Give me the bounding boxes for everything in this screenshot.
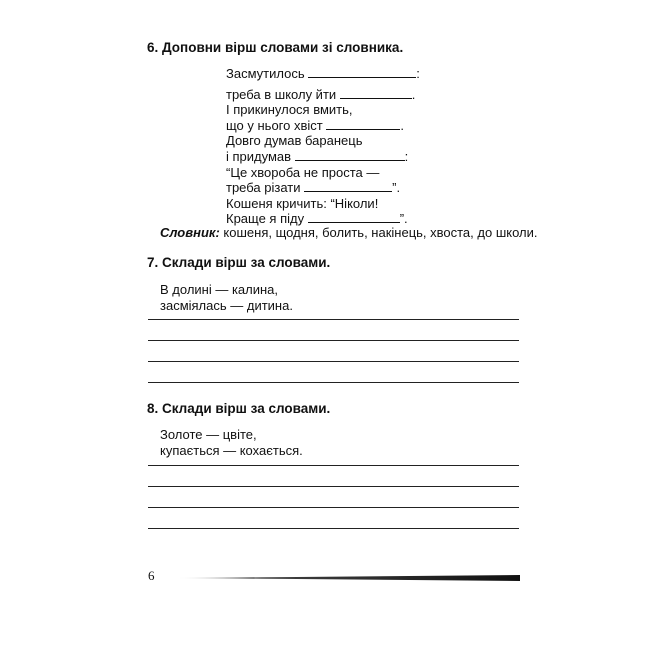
poem-text: Засмутилось — [226, 66, 309, 81]
answer-blank[interactable] — [308, 211, 400, 223]
task-7-heading: 7. Склади вірш за словами. — [147, 255, 331, 270]
dictionary-label: Словник: — [160, 225, 220, 240]
poem-punct: : — [416, 66, 420, 81]
writing-line[interactable] — [148, 319, 519, 320]
poem-text: треба в школу йти — [226, 86, 340, 102]
writing-line[interactable] — [148, 528, 519, 529]
task-6-heading: 6. Доповни вірш словами зі словника. — [147, 40, 404, 55]
task-6-poem — [226, 66, 420, 227]
poem-text: Довго думав баранець — [226, 133, 363, 149]
writing-line[interactable] — [148, 486, 519, 487]
poem-text: Краще я піду — [226, 211, 308, 227]
answer-blank[interactable] — [304, 180, 392, 192]
poem-text: треба різати — [226, 180, 305, 196]
task-8-given-words — [160, 427, 303, 459]
poem-punct: ”. — [392, 180, 401, 196]
given-line: купається — кохається. — [160, 443, 303, 458]
poem-text: Кошеня кричить: “Ніколи! — [226, 195, 379, 211]
dictionary-words: кошеня, щодня, болить, накінець, хвоста, до школи. — [219, 225, 538, 240]
poem-text: І прикинулося вмить, — [226, 102, 353, 118]
poem-text: “Це хвороба не проста — — [226, 164, 380, 180]
poem-punct: . — [411, 86, 416, 102]
given-line: засміялась — дитина. — [160, 298, 293, 313]
footer-rule — [176, 575, 520, 581]
poem-line — [226, 102, 420, 118]
poem-line — [226, 196, 420, 212]
given-line: В долині — калина, — [160, 282, 279, 297]
poem-line — [226, 180, 420, 196]
writing-line[interactable] — [148, 340, 519, 341]
poem-text: і придумав — [226, 148, 295, 164]
poem-line — [226, 149, 420, 165]
writing-line[interactable] — [148, 361, 519, 362]
poem-line — [226, 133, 420, 149]
answer-blank[interactable] — [308, 66, 416, 78]
poem-punct: : — [404, 148, 409, 164]
poem-text: що у нього хвіст — [226, 117, 327, 133]
answer-blank[interactable] — [295, 149, 405, 161]
task-7-given-words — [160, 282, 293, 314]
poem-punct: . — [400, 117, 404, 133]
page-number: 6 — [148, 568, 155, 583]
poem-line — [226, 87, 420, 103]
poem-line — [226, 118, 420, 134]
dictionary-line — [160, 225, 537, 240]
writing-line[interactable] — [148, 465, 519, 466]
task-8-heading: 8. Склади вірш за словами. — [147, 401, 331, 416]
writing-line[interactable] — [148, 382, 519, 383]
writing-line[interactable] — [148, 507, 519, 508]
poem-line — [226, 165, 420, 181]
answer-blank[interactable] — [340, 87, 412, 99]
given-line: Золоте — цвіте, — [160, 427, 257, 442]
poem-line — [226, 66, 420, 82]
poem-punct: ”. — [399, 211, 408, 227]
answer-blank[interactable] — [326, 118, 400, 130]
